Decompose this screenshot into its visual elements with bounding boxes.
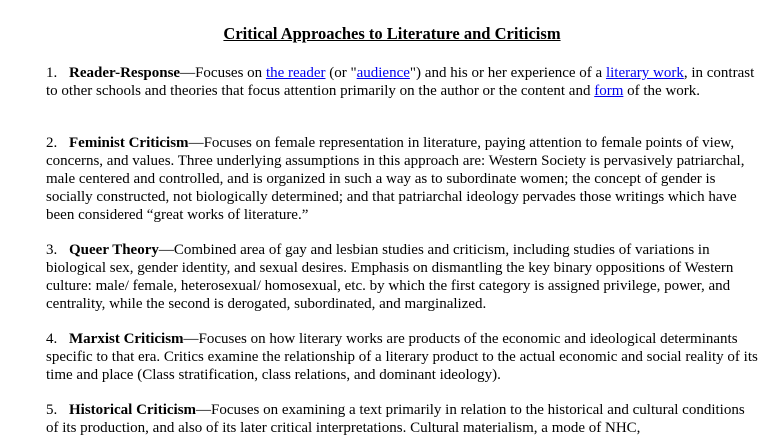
link-literary-work[interactable]: literary work xyxy=(605,65,684,81)
section-text: —Focuses on female representation in literature, paying attention to female points of view, concerns, and values. Three underlying assumptions in this approach are: Western Society is pervasively patriarchal, male centered and controlled, and is organized in such a way as to subordinate women; the concept of gender is socially constructed, not biologically determined; and that patriarchal ideology pervades those writings which have been considered “great works of literature.” xyxy=(46,135,745,223)
section-heading: Queer Theory xyxy=(69,242,159,258)
section-marxist-criticism xyxy=(46,330,758,384)
section-heading: Feminist Criticism xyxy=(69,135,189,151)
section-feminist-criticism xyxy=(46,134,758,224)
section-text: —Focuses on examining a text primarily in relation to the historical and cultural conditions of its production, and also of its later critical interpretations. Cultural materialism, a mode of NHC, xyxy=(46,402,745,436)
section-number: 5. xyxy=(46,402,58,418)
section-heading: Historical Criticism xyxy=(69,402,197,418)
section-reader-response xyxy=(46,64,758,100)
section-number: 4. xyxy=(46,331,58,347)
section-historical-criticism xyxy=(46,401,758,437)
section-text: (or " xyxy=(325,65,357,81)
link-form[interactable]: form xyxy=(594,83,624,99)
section-heading: Marxist Criticism xyxy=(69,331,184,347)
link-audience[interactable]: audience xyxy=(356,65,410,81)
section-text: of the work. xyxy=(623,83,701,99)
section-number: 2. xyxy=(46,135,58,151)
section-text: —Focuses on xyxy=(180,65,266,81)
section-text: ") and his or her experience of a xyxy=(409,65,606,81)
link-the-reader[interactable]: the reader xyxy=(265,65,326,81)
section-number: 1. xyxy=(46,65,58,81)
section-heading: Reader-Response xyxy=(69,65,181,81)
section-queer-theory xyxy=(46,241,758,313)
section-text: —Combined area of gay and lesbian studies and criticism, including studies of variations in biological sex, gender identity, and sexual desires. Emphasis on dismantling the key binary oppositions of Western culture: male/ female, heterosexual/ homosexual, etc. by which the first category is assigned privilege, power, and centrality, while the second is derogated, subordinated, and marginalized. xyxy=(46,242,734,312)
section-text: —Focuses on how literary works are products of the economic and ideological determinants specific to that era. Critics examine the relationship of a literary product to the actual economic and social reality of its time and place (Class stratification, class relations, and dominant ideology). xyxy=(46,331,758,383)
section-text: , in contrast to other schools and theories that focus attention primarily on the author or the content and xyxy=(46,65,755,99)
section-number: 3. xyxy=(46,242,58,258)
document-title: Critical Approaches to Literature and Criticism xyxy=(223,24,561,43)
